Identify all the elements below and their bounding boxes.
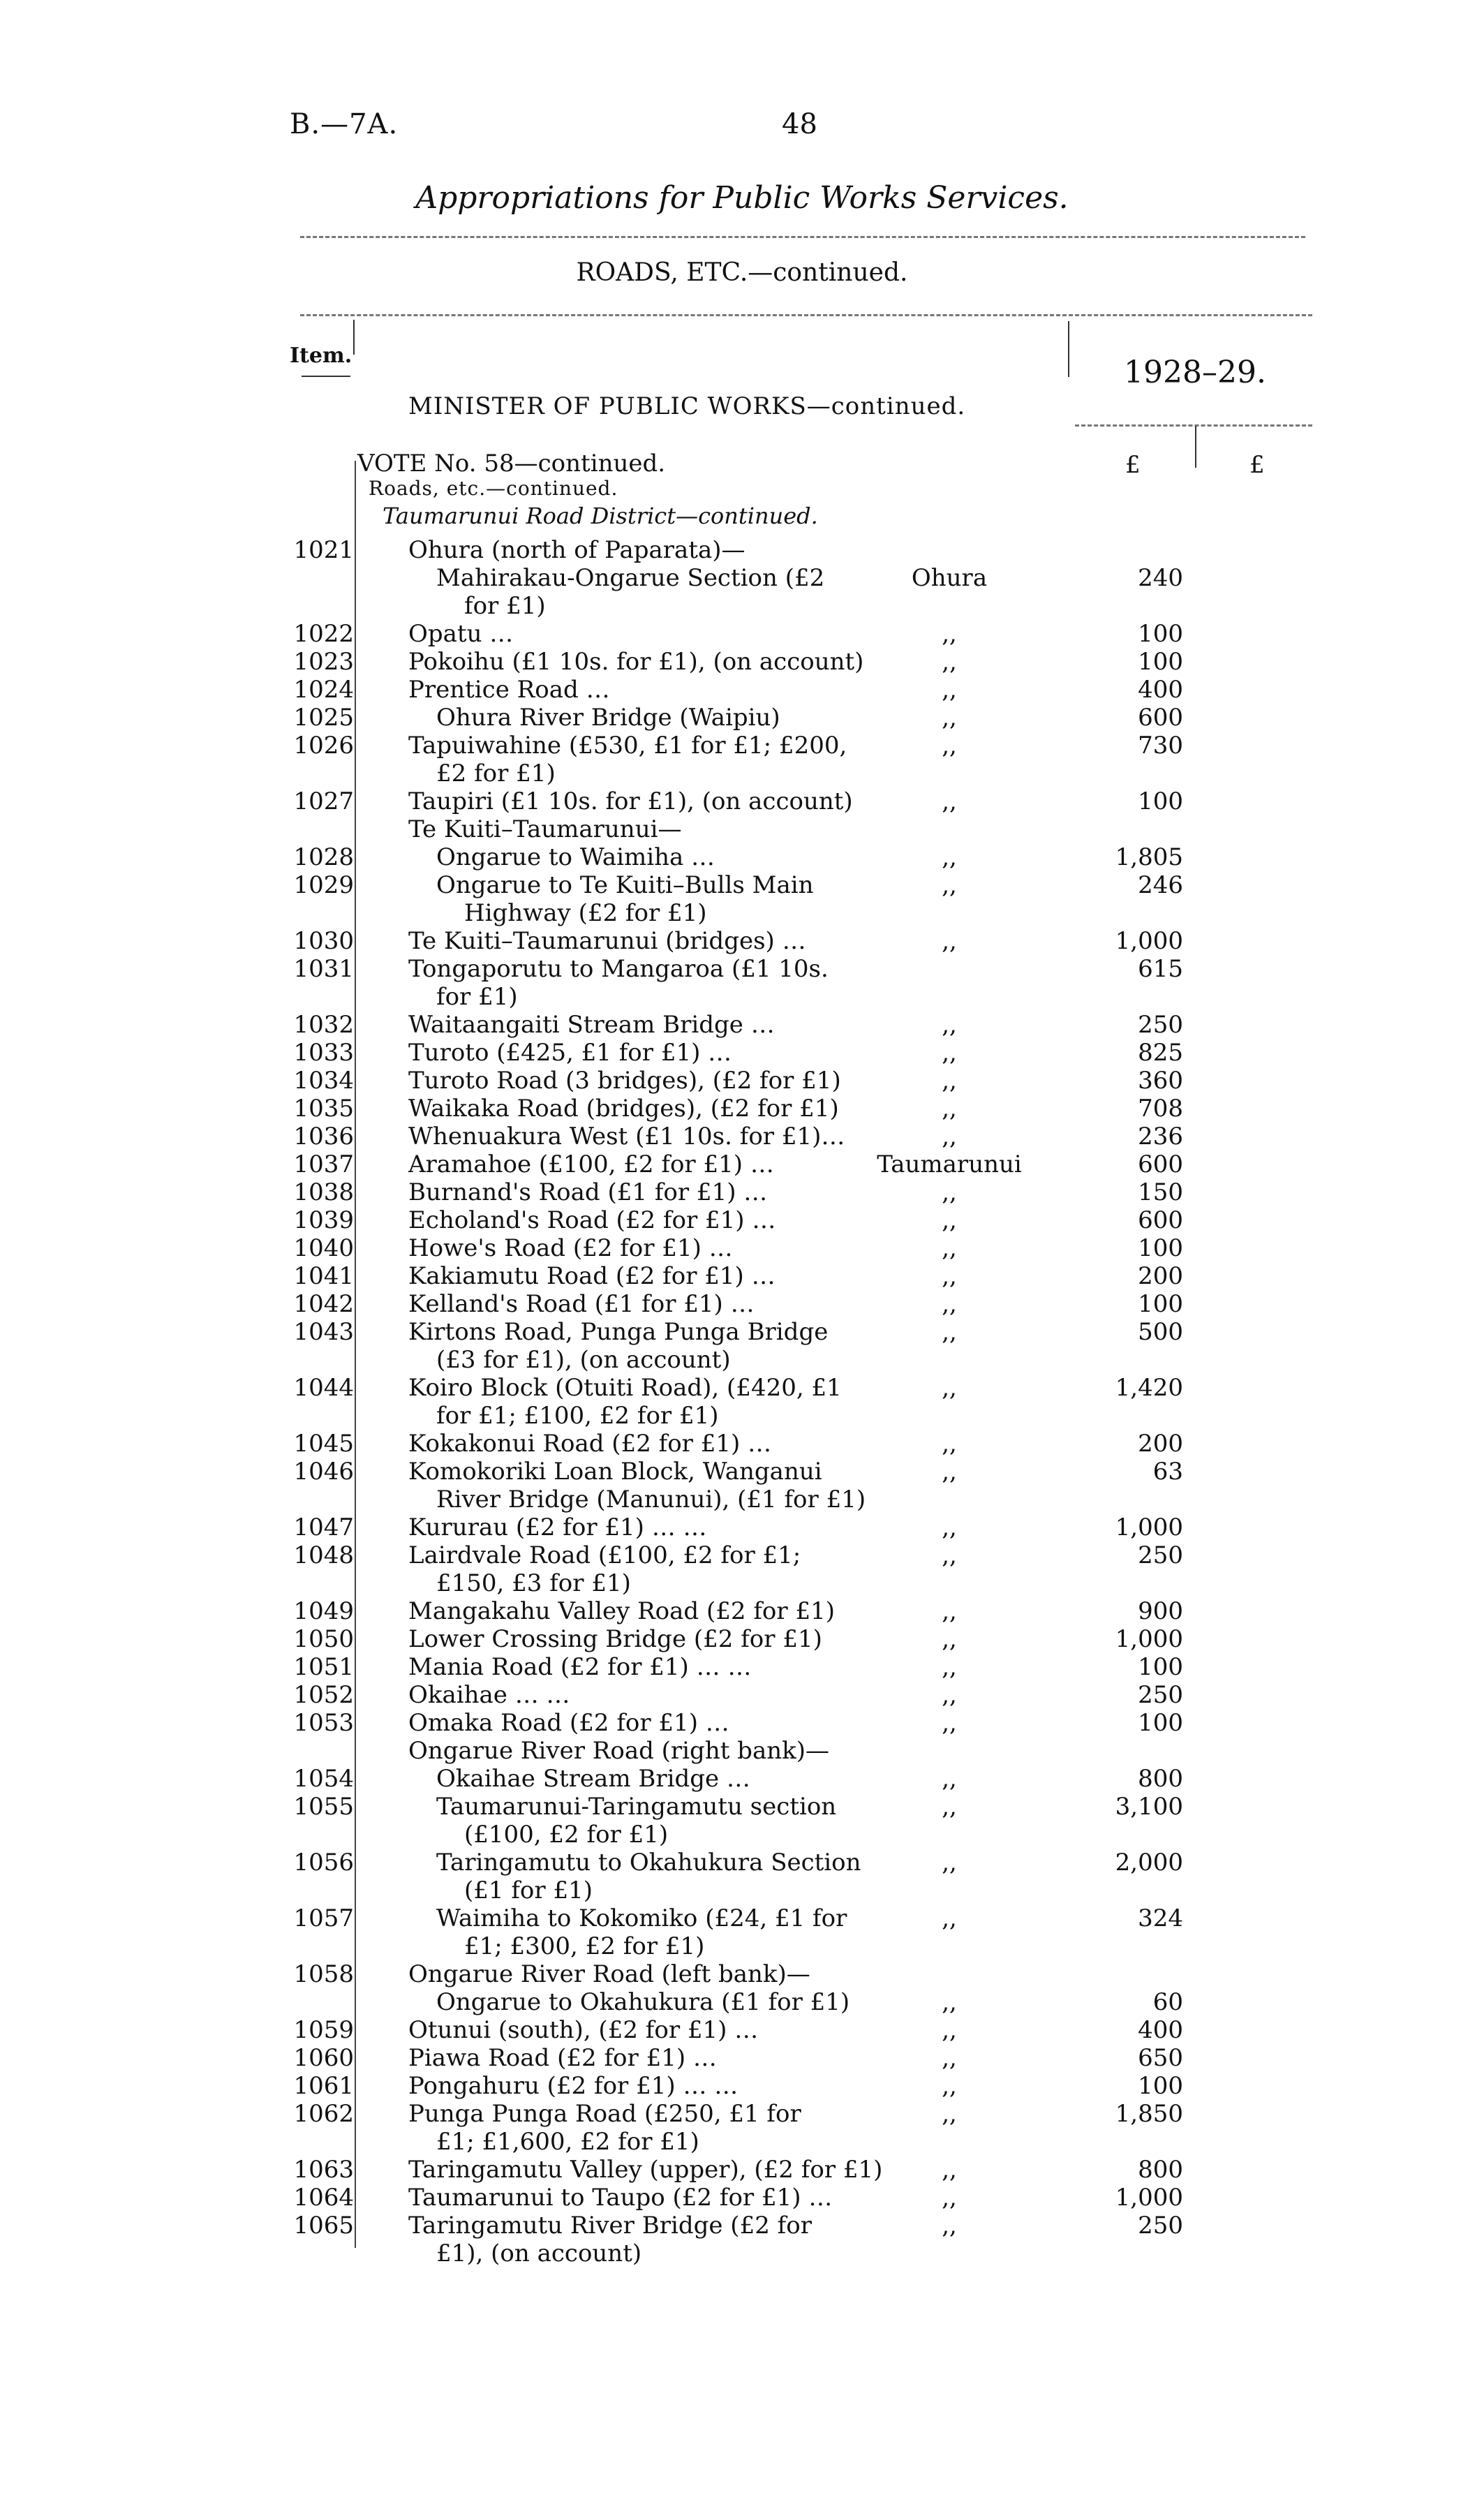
table-row — [0, 2072, 1484, 2099]
item-number: 1049 — [293, 1597, 354, 1625]
item-description: Mania Road (£2 for £1) … … — [408, 1653, 752, 1681]
item-number: 1027 — [293, 787, 354, 815]
item-description: Komokoriki Loan Block, Wanganui — [408, 1458, 822, 1486]
item-description: Ongarue to Te Kuiti–Bulls Main — [436, 871, 814, 899]
item-description-continued: for £1) — [464, 592, 546, 620]
item-description: Waitaangaiti Stream Bridge … — [408, 1011, 775, 1039]
table-row — [0, 1793, 1484, 1849]
table-row — [0, 1625, 1484, 1652]
item-description: Opatu … — [408, 620, 514, 648]
year-header: 1928–29. — [1124, 355, 1266, 390]
table-row — [0, 1458, 1484, 1513]
table-row — [0, 648, 1484, 674]
item-amount: 800 — [1138, 1765, 1183, 1793]
pound-column-1: £ — [1125, 451, 1141, 479]
item-amount: 900 — [1138, 1597, 1183, 1625]
item-amount: 250 — [1138, 1011, 1183, 1039]
table-row — [0, 1988, 1484, 2015]
item-amount: 100 — [1138, 1653, 1183, 1681]
item-location: ,, — [942, 1318, 957, 1346]
item-location: ,, — [942, 1513, 957, 1541]
item-description: Turoto (£425, £1 for £1) … — [408, 1039, 732, 1067]
item-location: ,, — [942, 2212, 957, 2240]
item-description: Lairdvale Road (£100, £2 for £1; — [408, 1541, 801, 1569]
table-row — [0, 1904, 1484, 1960]
item-location: ,, — [942, 1374, 957, 1402]
item-location: ,, — [942, 1430, 957, 1458]
item-amount: 100 — [1138, 1290, 1183, 1318]
item-location: ,, — [942, 927, 957, 955]
item-location: ,, — [942, 2184, 957, 2212]
item-number: 1052 — [293, 1681, 354, 1709]
item-number: 1031 — [293, 955, 354, 983]
table-row — [0, 1653, 1484, 1680]
item-number: 1054 — [293, 1765, 354, 1793]
column-rule — [1195, 426, 1196, 468]
item-location: ,, — [942, 648, 957, 676]
item-location: ,, — [942, 2100, 957, 2128]
item-number: 1065 — [293, 2212, 354, 2240]
item-description: Okaihae … … — [408, 1681, 570, 1709]
item-location: ,, — [942, 1709, 957, 1737]
item-description: Tapuiwahine (£530, £1 for £1; £200, — [408, 732, 847, 760]
item-description-continued: £2 for £1) — [436, 760, 556, 787]
item-description-continued: (£3 for £1), (on account) — [436, 1346, 731, 1374]
item-amount: 825 — [1138, 1039, 1183, 1067]
item-description: Taupiri (£1 10s. for £1), (on account) — [408, 787, 853, 815]
item-amount: 100 — [1138, 620, 1183, 648]
table-row — [0, 815, 1484, 842]
item-number: 1036 — [293, 1123, 354, 1150]
table-row — [0, 620, 1484, 646]
item-amount: 1,000 — [1115, 1513, 1183, 1541]
item-number: 1062 — [293, 2100, 354, 2128]
table-row — [0, 2016, 1484, 2043]
item-description: Ongarue River Road (right bank)— — [408, 1737, 829, 1765]
item-description: Koiro Block (Otuiti Road), (£420, £1 — [408, 1374, 842, 1402]
item-description: Tongaporutu to Mangaroa (£1 10s. — [408, 955, 829, 983]
item-number: 1048 — [293, 1541, 354, 1569]
item-description: Pokoihu (£1 10s. for £1), (on account) — [408, 648, 864, 676]
item-location: ,, — [942, 732, 957, 760]
item-description: Kirtons Road, Punga Punga Bridge — [408, 1318, 829, 1346]
item-description-continued: Highway (£2 for £1) — [464, 899, 707, 927]
page-title: Appropriations for Public Works Services. — [415, 180, 1069, 216]
ministry-heading: MINISTER OF PUBLIC WORKS—continued. — [408, 392, 966, 420]
item-number: 1022 — [293, 620, 354, 648]
table-row — [0, 1765, 1484, 1791]
table-row — [0, 1513, 1484, 1540]
vote-heading: VOTE No. 58—continued. — [357, 450, 666, 478]
item-description: Otunui (south), (£2 for £1) … — [408, 2016, 759, 2044]
item-location: ,, — [942, 1290, 957, 1318]
item-description: Prentice Road … — [408, 676, 610, 704]
table-row — [0, 871, 1484, 927]
pound-column-2: £ — [1249, 451, 1265, 479]
item-location: ,, — [942, 1904, 957, 1932]
item-amount: 324 — [1138, 1904, 1183, 1932]
item-location: ,, — [942, 676, 957, 704]
item-description: Kakiamutu Road (£2 for £1) … — [408, 1262, 776, 1290]
item-amount: 100 — [1138, 1709, 1183, 1737]
item-amount: 100 — [1138, 1234, 1183, 1262]
table-row — [0, 1095, 1484, 1121]
item-amount: 100 — [1138, 2072, 1183, 2100]
item-location: ,, — [942, 1625, 957, 1653]
item-description: Lower Crossing Bridge (£2 for £1) — [408, 1625, 822, 1653]
item-description: Mangakahu Valley Road (£2 for £1) — [408, 1597, 835, 1625]
item-amount: 63 — [1152, 1458, 1183, 1486]
table-row — [0, 955, 1484, 1011]
item-number: 1037 — [293, 1150, 354, 1178]
table-row — [0, 1709, 1484, 1735]
item-description: Taumarunui-Taringamutu section — [436, 1793, 837, 1821]
item-description-continued: (£1 for £1) — [464, 1877, 593, 1904]
item-location: ,, — [942, 704, 957, 732]
item-location: ,, — [942, 871, 957, 899]
table-row — [0, 1039, 1484, 1065]
item-location: Taumarunui — [877, 1150, 1022, 1178]
table-row — [0, 1541, 1484, 1597]
divider — [300, 314, 1312, 316]
item-amount: 650 — [1138, 2044, 1183, 2072]
item-amount: 615 — [1138, 955, 1183, 983]
table-row — [0, 1318, 1484, 1374]
table-row — [0, 787, 1484, 814]
item-amount: 800 — [1138, 2156, 1183, 2184]
item-amount: 240 — [1138, 564, 1183, 592]
table-row — [0, 2156, 1484, 2182]
item-number: 1059 — [293, 2016, 354, 2044]
section-subtitle: ROADS, ETC.—continued. — [576, 258, 908, 287]
table-row — [0, 1290, 1484, 1317]
page-number: 48 — [782, 108, 817, 140]
item-location: ,, — [942, 1681, 957, 1709]
item-location: ,, — [942, 2016, 957, 2044]
item-description: Taumarunui to Taupo (£2 for £1) … — [408, 2184, 833, 2212]
item-description-continued: £1; £1,600, £2 for £1) — [436, 2128, 699, 2156]
item-location: ,, — [942, 1458, 957, 1486]
item-description: Taringamutu River Bridge (£2 for — [408, 2212, 812, 2240]
item-location: ,, — [942, 2156, 957, 2184]
item-description: Kelland's Road (£1 for £1) … — [408, 1290, 755, 1318]
item-number: 1032 — [293, 1011, 354, 1039]
table-row — [0, 1150, 1484, 1177]
item-description: Punga Punga Road (£250, £1 for — [408, 2100, 801, 2128]
table-row — [0, 1681, 1484, 1708]
table-row — [0, 1011, 1484, 1037]
item-number: 1057 — [293, 1904, 354, 1932]
item-amount: 1,420 — [1115, 1374, 1183, 1402]
table-row — [0, 1374, 1484, 1430]
item-location: ,, — [942, 1095, 957, 1123]
table-row — [0, 732, 1484, 787]
item-description: Te Kuiti–Taumarunui (bridges) … — [408, 927, 806, 955]
item-amount: 1,805 — [1115, 843, 1183, 871]
item-location: ,, — [942, 843, 957, 871]
item-number: 1023 — [293, 648, 354, 676]
item-amount: 708 — [1138, 1095, 1183, 1123]
item-description: Te Kuiti–Taumarunui— — [408, 815, 682, 843]
item-amount: 2,000 — [1115, 1849, 1183, 1877]
item-description: Kokakonui Road (£2 for £1) … — [408, 1430, 772, 1458]
item-number: 1053 — [293, 1709, 354, 1737]
item-description: Mahirakau-Ongarue Section (£2 — [436, 564, 825, 592]
item-amount: 246 — [1138, 871, 1183, 899]
item-description: Omaka Road (£2 for £1) … — [408, 1709, 729, 1737]
table-row — [0, 2044, 1484, 2071]
item-number: 1045 — [293, 1430, 354, 1458]
item-number: 1056 — [293, 1849, 354, 1877]
item-amount: 150 — [1138, 1178, 1183, 1206]
item-amount: 100 — [1138, 648, 1183, 676]
item-description: Piawa Road (£2 for £1) … — [408, 2044, 717, 2072]
item-amount: 600 — [1138, 1150, 1183, 1178]
item-location: Ohura — [911, 564, 988, 592]
item-number: 1044 — [293, 1374, 354, 1402]
item-number: 1029 — [293, 871, 354, 899]
item-number: 1061 — [293, 2072, 354, 2100]
item-description: Taringamutu Valley (upper), (£2 for £1) — [408, 2156, 883, 2184]
item-location: ,, — [942, 1849, 957, 1877]
item-number: 1063 — [293, 2156, 354, 2184]
item-location: ,, — [942, 1793, 957, 1821]
item-description: Echoland's Road (£2 for £1) … — [408, 1206, 776, 1234]
table-row — [0, 1849, 1484, 1904]
item-amount: 250 — [1138, 2212, 1183, 2240]
table-row — [0, 536, 1484, 563]
item-amount: 250 — [1138, 1541, 1183, 1569]
column-rule — [1068, 321, 1069, 377]
item-description: Ohura River Bridge (Waipiu) — [436, 704, 780, 732]
item-description: Howe's Road (£2 for £1) … — [408, 1234, 733, 1262]
item-description-continued: £150, £3 for £1) — [436, 1569, 631, 1597]
item-number: 1021 — [293, 536, 354, 564]
item-number: 1058 — [293, 1960, 354, 1988]
table-row — [0, 2212, 1484, 2267]
item-amount: 200 — [1138, 1430, 1183, 1458]
item-number: 1064 — [293, 2184, 354, 2212]
item-amount: 200 — [1138, 1262, 1183, 1290]
item-description: Okaihae Stream Bridge … — [436, 1765, 750, 1793]
item-number: 1034 — [293, 1067, 354, 1095]
item-location: ,, — [942, 1765, 957, 1793]
item-number: 1060 — [293, 2044, 354, 2072]
item-number: 1038 — [293, 1178, 354, 1206]
item-amount: 1,000 — [1115, 1625, 1183, 1653]
item-number: 1042 — [293, 1290, 354, 1318]
item-location: ,, — [942, 1011, 957, 1039]
item-location: ,, — [942, 620, 957, 648]
item-description-continued: River Bridge (Manunui), (£1 for £1) — [436, 1486, 866, 1513]
table-row — [0, 1430, 1484, 1456]
item-description: Waikaka Road (bridges), (£2 for £1) — [408, 1095, 839, 1123]
item-description-continued: for £1) — [436, 983, 518, 1011]
item-number: 1043 — [293, 1318, 354, 1346]
item-location: ,, — [942, 1262, 957, 1290]
item-description: Aramahoe (£100, £2 for £1) … — [408, 1150, 774, 1178]
item-location: ,, — [942, 1067, 957, 1095]
item-location: ,, — [942, 1597, 957, 1625]
item-location: ,, — [942, 1206, 957, 1234]
item-amount: 360 — [1138, 1067, 1183, 1095]
item-location: ,, — [942, 1653, 957, 1681]
item-location: ,, — [942, 1039, 957, 1067]
item-description: Kururau (£2 for £1) … … — [408, 1513, 707, 1541]
item-description-continued: (£100, £2 for £1) — [464, 1821, 669, 1849]
item-amount: 400 — [1138, 676, 1183, 704]
item-location: ,, — [942, 2044, 957, 2072]
table-row — [0, 927, 1484, 954]
column-rule — [302, 376, 350, 377]
column-rule — [353, 320, 355, 355]
item-number: 1033 — [293, 1039, 354, 1067]
table-row — [0, 1262, 1484, 1289]
table-row — [0, 843, 1484, 870]
table-row — [0, 1234, 1484, 1261]
item-column-header: Item. — [290, 343, 353, 368]
item-location: ,, — [942, 2072, 957, 2100]
table-row — [0, 676, 1484, 702]
table-row — [0, 1206, 1484, 1233]
item-amount: 500 — [1138, 1318, 1183, 1346]
item-number: 1039 — [293, 1206, 354, 1234]
item-number: 1041 — [293, 1262, 354, 1290]
table-row — [0, 1178, 1484, 1205]
item-description: Whenuakura West (£1 10s. for £1)… — [408, 1123, 845, 1150]
table-row — [0, 1960, 1484, 1987]
table-row — [0, 2184, 1484, 2210]
item-number: 1024 — [293, 676, 354, 704]
table-row — [0, 1737, 1484, 1763]
table-row — [0, 2100, 1484, 2156]
item-description: Ohura (north of Paparata)— — [408, 536, 745, 564]
item-description: Ongarue River Road (left bank)— — [408, 1960, 810, 1988]
item-number: 1046 — [293, 1458, 354, 1486]
item-number: 1050 — [293, 1625, 354, 1653]
item-number: 1025 — [293, 704, 354, 732]
item-description-continued: for £1; £100, £2 for £1) — [436, 1402, 719, 1430]
item-amount: 1,000 — [1115, 927, 1183, 955]
table-row — [0, 1067, 1484, 1093]
item-location: ,, — [942, 1178, 957, 1206]
item-amount: 100 — [1138, 787, 1183, 815]
table-row — [0, 704, 1484, 730]
roads-heading: Roads, etc.—continued. — [369, 477, 618, 500]
item-location: ,, — [942, 787, 957, 815]
item-amount: 600 — [1138, 1206, 1183, 1234]
item-description: Ongarue to Waimiha … — [436, 843, 715, 871]
item-number: 1028 — [293, 843, 354, 871]
item-description: Waimiha to Kokomiko (£24, £1 for — [436, 1904, 847, 1932]
document-reference: B.—7A. — [290, 108, 399, 140]
item-description: Taringamutu to Okahukura Section — [436, 1849, 861, 1877]
table-row — [0, 564, 1484, 620]
item-number: 1035 — [293, 1095, 354, 1123]
item-description: Turoto Road (3 bridges), (£2 for £1) — [408, 1067, 841, 1095]
item-number: 1026 — [293, 732, 354, 760]
item-description: Ongarue to Okahukura (£1 for £1) — [436, 1988, 850, 2016]
item-location: ,, — [942, 1234, 957, 1262]
item-number: 1030 — [293, 927, 354, 955]
item-amount: 3,100 — [1115, 1793, 1183, 1821]
item-number: 1055 — [293, 1793, 354, 1821]
item-description: Pongahuru (£2 for £1) … … — [408, 2072, 739, 2100]
item-description-continued: £1; £300, £2 for £1) — [464, 1932, 705, 1960]
table-row — [0, 1123, 1484, 1149]
item-number: 1040 — [293, 1234, 354, 1262]
item-amount: 600 — [1138, 704, 1183, 732]
item-amount: 60 — [1152, 1988, 1183, 2016]
item-amount: 1,000 — [1115, 2184, 1183, 2212]
district-heading: Taumarunui Road District—continued. — [383, 503, 818, 529]
item-number: 1047 — [293, 1513, 354, 1541]
item-amount: 236 — [1138, 1123, 1183, 1150]
item-amount: 730 — [1138, 732, 1183, 760]
divider — [300, 236, 1305, 238]
item-location: ,, — [942, 1988, 957, 2016]
item-number: 1051 — [293, 1653, 354, 1681]
item-location: ,, — [942, 1541, 957, 1569]
item-description: Burnand's Road (£1 for £1) … — [408, 1178, 768, 1206]
item-amount: 400 — [1138, 2016, 1183, 2044]
item-amount: 1,850 — [1115, 2100, 1183, 2128]
item-location: ,, — [942, 1123, 957, 1150]
item-description-continued: £1), (on account) — [436, 2240, 642, 2267]
table-row — [0, 1597, 1484, 1624]
item-amount: 250 — [1138, 1681, 1183, 1709]
divider — [1075, 424, 1312, 427]
